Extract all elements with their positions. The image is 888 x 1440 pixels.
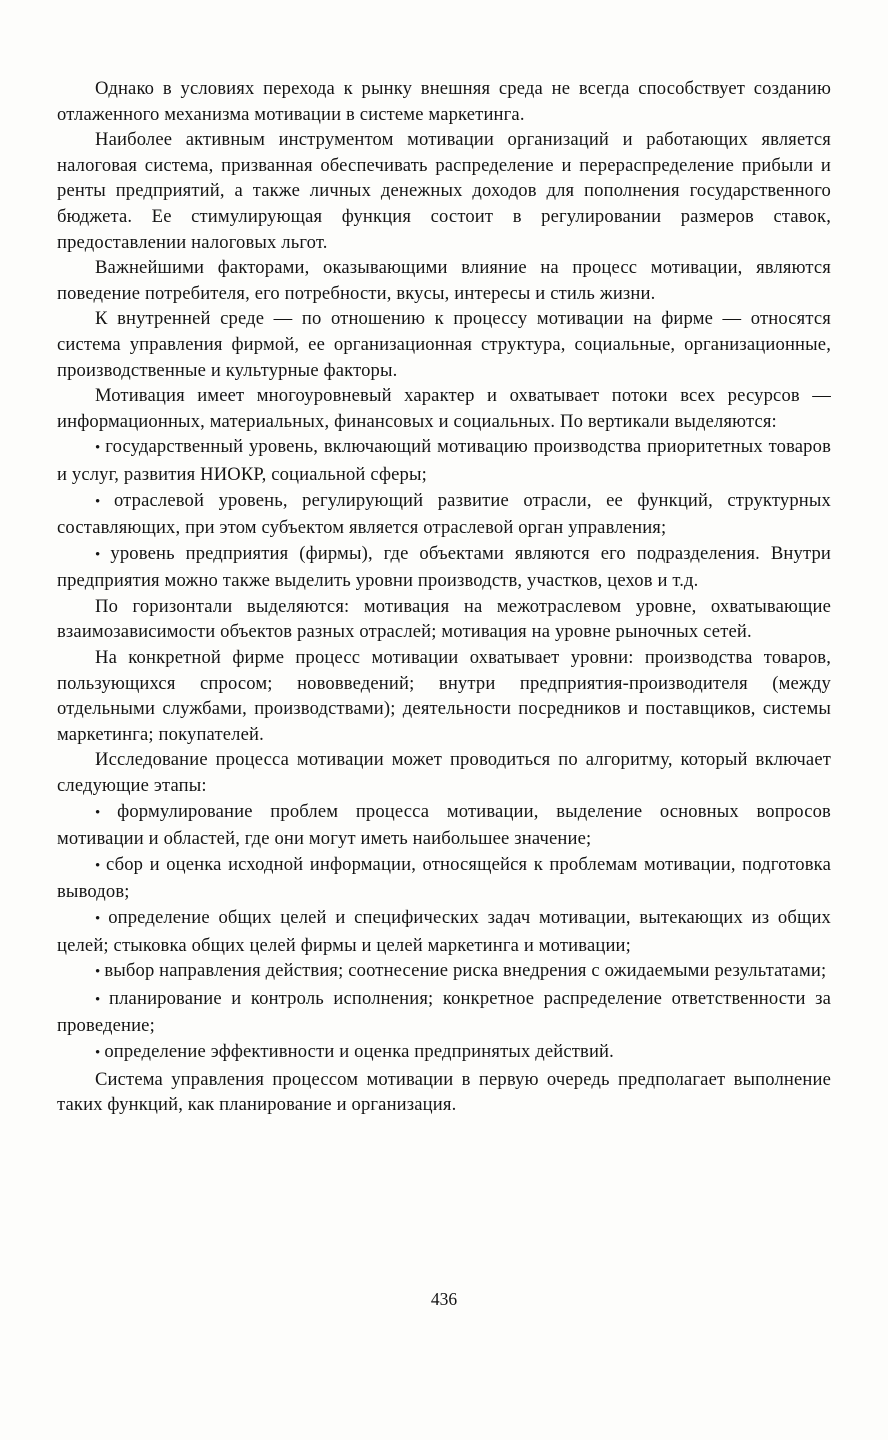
paragraph: Наиболее активным инструментом мотивации организаций и работающих является налоговая система, призванная обеспечивать распределение и перераспределение прибыли и ренты предприятий, а также личных денежных доходов для пополнения государственного бюджета. Ее стимулирующая функция состоит в регулировании размеров ставок, предоставлении налоговых льгот. xyxy=(57,129,831,253)
page-number: 436 xyxy=(430,1289,458,1309)
bullet-icon: • xyxy=(95,804,118,821)
bullet-item: • отраслевой уровень, регулирующий развитие отрасли, ее функций, структурных составляющих, при этом субъектом является отраслевой орган управления; xyxy=(57,489,831,539)
paragraph: Исследование процесса мотивации может проводиться по алгоритму, который включает следующие этапы: xyxy=(57,749,831,797)
paragraph: К внутренней среде — по отношению к процессу мотивации на фирме — относятся система управления фирмой, ее организационная структура, социальные, организационные, производственные и культурные факторы. xyxy=(57,308,831,381)
bullet-icon: • xyxy=(95,857,106,874)
bullet-icon: • xyxy=(95,546,111,563)
bullet-item: • планирование и контроль исполнения; конкретное распределение ответственности за проведение; xyxy=(57,987,831,1037)
bullet-icon: • xyxy=(95,911,109,927)
paragraph: По горизонтали выделяются: мотивация на межотраслевом уровне, охватывающие взаимозависимости объектов разных отраслей; мотивация на уровне рыночных сетей. xyxy=(57,595,831,643)
bullet-icon: • xyxy=(95,991,110,1008)
bullet-icon: • xyxy=(95,493,114,510)
paragraph: Важнейшими факторами, оказывающими влияние на процесс мотивации, являются поведение потребителя, его потребности, вкусы, интересы и стиль жизни. xyxy=(57,257,831,304)
bullet-icon: • xyxy=(95,964,105,981)
paragraph: Мотивация имеет многоуровневый характер и охватывает потоки всех ресурсов — информационных, материальных, финансовых и социальных. По вертикали выделяются: xyxy=(57,385,831,432)
bullet-item: • государственный уровень, включающий мотивацию производства приоритетных товаров и услуг, развития НИОКР, социальной сферы; xyxy=(57,436,831,485)
bullet-item: • выбор направления действия; соотнесение риска внедрения с ожидаемыми результатами; xyxy=(95,960,827,982)
paragraph: Однако в условиях перехода к рынку внешняя среда не всегда способствует созданию отлаженного механизма мотивации в системе маркетинга. xyxy=(57,78,831,125)
bullet-item: • уровень предприятия (фирмы), где объектами являются его подразделения. Внутри предприятия можно также выделить уровни производств, участков, цехов и т.д. xyxy=(57,542,831,592)
bullet-item: • определение эффективности и оценка предпринятых действий. xyxy=(95,1040,614,1062)
bullet-item: • формулирование проблем процесса мотивации, выделение основных вопросов мотивации и областей, где они могут иметь наибольшее значение; xyxy=(57,800,831,850)
paragraph: Система управления процессом мотивации в первую очередь предполагает выполнение таких функций, как планирование и организация. xyxy=(57,1068,831,1116)
bullet-item: • сбор и оценка исходной информации, относящейся к проблемам мотивации, подготовка выводов; xyxy=(57,853,831,903)
bullet-icon: • xyxy=(95,1044,105,1061)
bullet-item: • определение общих целей и специфических задач мотивации, вытекающих из общих целей; стыковка общих целей фирмы и целей маркетинга и мотивации; xyxy=(57,907,831,956)
paragraph: На конкретной фирме процесс мотивации охватывает уровни: производства товаров, пользующихся спросом; нововведений; внутри предприятия-производителя (между отдельными службами, производствами); деятельности посредников и поставщиков, системы маркетинга; покупателей. xyxy=(57,647,831,745)
text-column xyxy=(57,76,831,1118)
bullet-icon: • xyxy=(95,440,106,457)
